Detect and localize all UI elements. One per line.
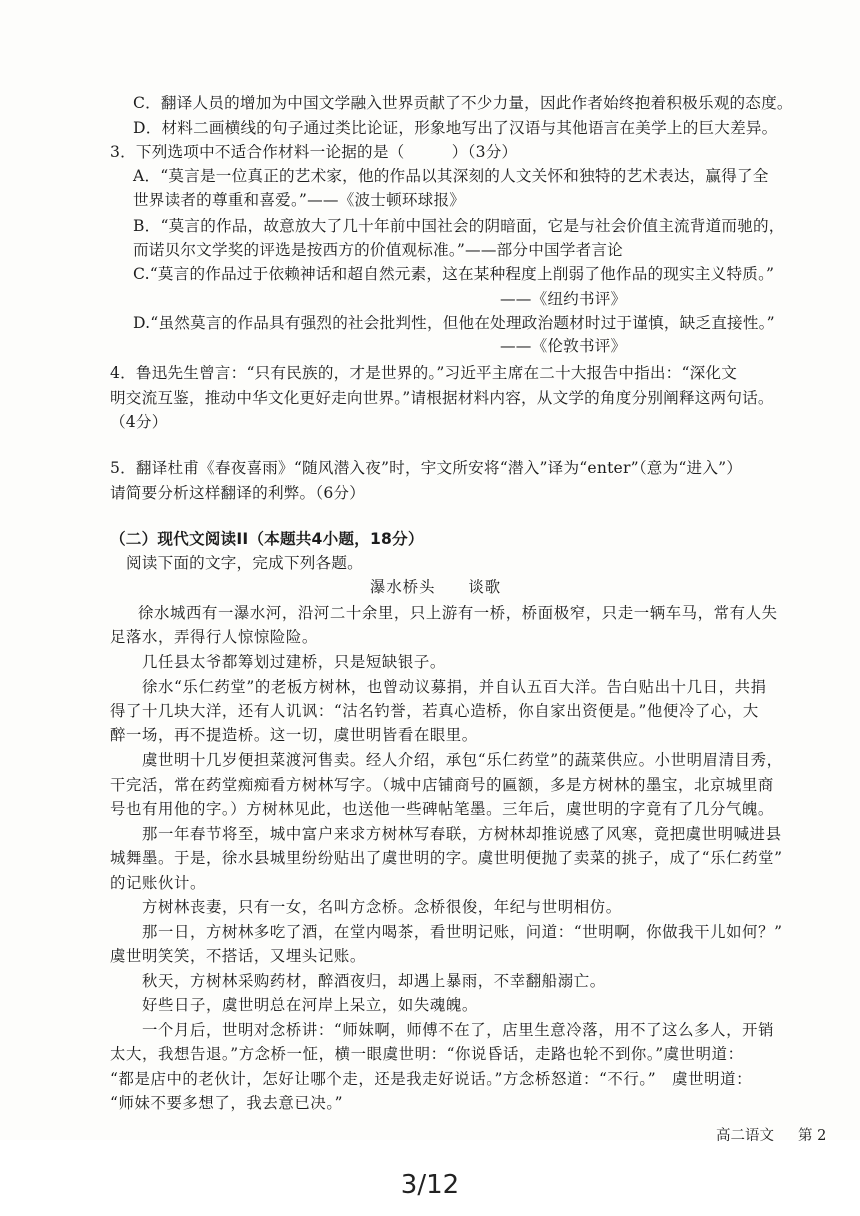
q3-option-b-cont: 而诺贝尔文学奖的评选是按西方的价值观标准。”——部分中国学者言论 [133, 241, 623, 259]
passage-line: 徐水“乐仁药堂”的老板方树林，也曾动议募捐，并自认五百大洋。告白贴出十几日，共捐 [142, 678, 767, 696]
q3-option-c-source: ——《纽约书评》 [500, 290, 627, 308]
passage-line: 虞世明十几岁便担菜渡河售卖。经人介绍，承包“乐仁药堂”的蔬菜供应。小世明眉清目秀， [142, 751, 783, 769]
passage-line: 徐水城西有一瀑水河，沿河二十余里，只上游有一桥，桥面极窄，只走一辆车马，常有人失 [138, 604, 778, 622]
section-instruction: 阅读下面的文字，完成下列各题。 [126, 554, 363, 572]
passage-line: 一个月后，世明对念桥讲：“师妹啊，师傅不在了，店里生意冷落，用不了这么多人，开销 [142, 1021, 775, 1039]
passage-line: “师妹不要多想了，我去意已决。” [110, 1094, 344, 1112]
q3-option-a-cont: 世界读者的尊重和喜爱。”——《波士顿环球报》 [133, 191, 466, 209]
passage-line: 几任县太爷都筹划过建桥，只是短缺银子。 [142, 653, 446, 671]
footer-course: 高二语文 [716, 1128, 774, 1144]
passage-line: 的记账伙计。 [110, 874, 206, 892]
passage-line: “都是店中的老伙计，怎好让哪个走，还是我走好说话。”方念桥怒道：“不行。” 虞世明道： [110, 1070, 753, 1088]
passage-line: 足落水，弄得行人惊惊险险。 [110, 628, 318, 646]
passage-line: 秋天，方树林采购药材，醉酒夜归，却遇上暴雨，不幸翻船溺亡。 [142, 972, 606, 990]
question-4: 4．鲁迅先生曾言：“只有民族的，才是世界的。”习近平主席在二十大报告中指出：“深化文 [110, 364, 738, 382]
section-heading: （二）现代文阅读II（本题共4小题，18分） [110, 530, 424, 548]
option-d-line: D．材料二画横线的句子通过类比论证，形象地写出了汉语与其他语言在美学上的巨大差异。 [133, 119, 778, 137]
q3-option-b: B．“莫言的作品，故意放大了几十年前中国社会的阴暗面，它是与社会价值主流背道而驰的， [133, 217, 785, 235]
passage-line: 太大，我想告退。”方念桥一怔，横一眼虞世明：“你说昏话，走路也轮不到你。”虞世明道： [110, 1045, 744, 1063]
q3-option-a: A．“莫言是一位真正的艺术家，他的作品以其深刻的人文关怀和独特的艺术表达，赢得了全 [133, 167, 769, 185]
q3-option-d: D.“虽然莫言的作品具有强烈的社会批判性，但他在处理政治题材时过于谨慎，缺乏直接性。” [133, 314, 775, 332]
q3-option-c: C.“莫言的作品过于依赖神话和超自然元素，这在某种程度上削弱了他作品的现实主义特质。” [133, 265, 775, 283]
passage-line: 号也有用他的字。）方树林见此，也送他一些碑帖笔墨。三年后，虞世明的字竟有了几分气魄。 [110, 800, 774, 818]
page-counter: 3/12 [400, 1170, 460, 1200]
passage-line: 那一日，方树林多吃了酒，在堂内喝茶，看世明记账，问道：“世明啊，你做我干儿如何？” [142, 923, 783, 941]
passage-line: 得了十几块大洋，还有人讥讽：“沽名钓誉，若真心造桥，你自家出资便是。”他便冷了心，大 [110, 702, 759, 720]
q3-option-d-source: ——《伦敦书评》 [500, 337, 627, 355]
question-5-cont: 请简要分析这样翻译的利弊。（6分） [110, 484, 366, 502]
passage-line: 那一年春节将至，城中富户来求方树林写春联，方树林却推说感了风寒，竟把虞世明喊进县 [142, 825, 782, 843]
question-5: 5．翻译杜甫《春夜喜雨》“随风潜入夜”时，宇文所安将“潜入”译为“enter”（意为“进入”） [110, 459, 743, 477]
question-3: 3．下列选项中不适合作材料一论据的是（ ）（3分） [110, 143, 518, 161]
passage-line: 城舞墨。于是，徐水县城里纷纷贴出了虞世明的字。虞世明便抛了卖菜的挑子，成了“乐仁药堂” [110, 849, 783, 867]
passage-line: 醉一场，再不提造桥。这一切，虞世明皆看在眼里。 [110, 726, 478, 744]
option-c-line: C．翻译人员的增加为中国文学融入世界贡献了不少力量，因此作者始终抱着积极乐观的态度。 [133, 94, 793, 112]
passage-title: 瀑水桥头 谈歌 [370, 578, 502, 596]
passage-line: 虞世明笑笑，不搭话，又埋头记账。 [110, 947, 366, 965]
question-4-cont: 明交流互鉴，推动中华文化更好走向世界。”请根据材料内容，从文学的角度分别阐释这两句话。 [110, 389, 774, 407]
passage-line: 干完活，常在药堂痴痴看方树林写字。（城中店铺商号的匾额，多是方树林的墨宝，北京城里商 [110, 776, 774, 794]
passage-line: 好些日子，虞世明总在河岸上呆立，如失魂魄。 [142, 996, 478, 1014]
passage-line: 方树林丧妻，只有一女，名叫方念桥。念桥很俊，年纪与世明相仿。 [142, 898, 622, 916]
question-4-score: （4分） [110, 413, 168, 431]
footer-page-label: 第 2 [798, 1128, 827, 1144]
